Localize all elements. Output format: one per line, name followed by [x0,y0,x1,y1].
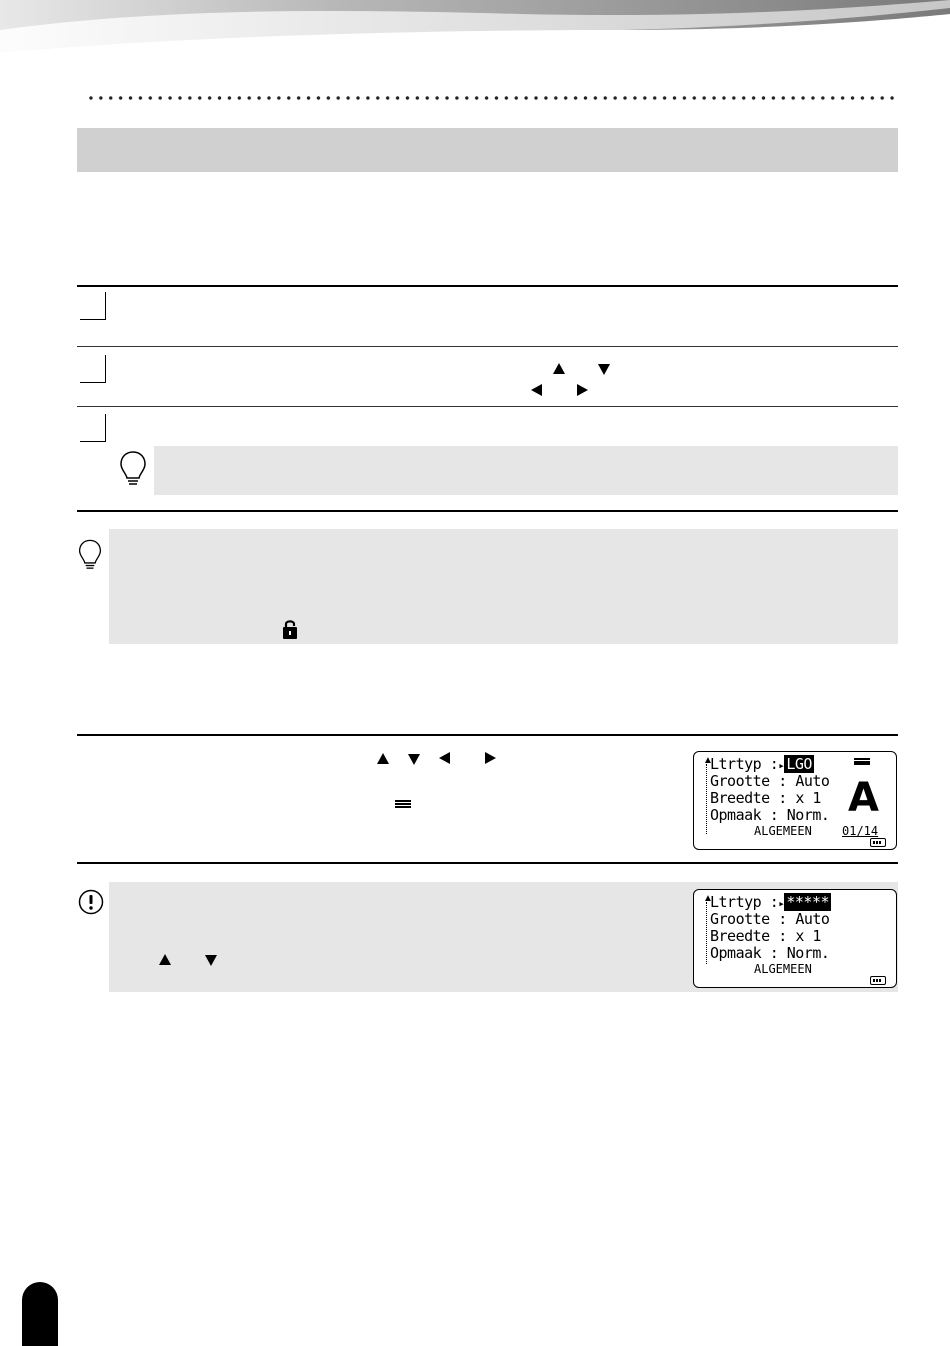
lcd-line-1: Ltrtyp :▸ LGO [710,755,812,773]
scroll-track [706,902,707,964]
page-side-tab [22,1282,58,1346]
step-marker-2 [80,355,106,383]
lcd-line-4: Opmaak : Norm. [710,806,830,824]
lcd-line-4: Opmaak : Norm. [710,944,830,962]
scroll-up-icon: ▲ [703,755,713,766]
tip-box-step-3 [154,446,898,495]
battery-icon [870,976,886,985]
banner-graphic [0,0,950,52]
steps-top-rule [77,285,898,287]
lcd-line-1: Ltrtyp :▸ ***** [710,893,830,911]
scroll-track [706,764,707,834]
lcd-line-2: Grootte : Auto [710,772,830,790]
lcd-screen-1 [693,751,897,850]
step-divider-2 [77,406,898,407]
lock-icon [282,618,298,645]
lcd-line-3: Breedte : x 1 [710,927,821,945]
arrow-left-icon [439,752,450,764]
step-marker-1 [80,292,106,320]
step-marker-3 [80,414,106,442]
lcd-footer-label: ALGEMEEN [754,824,812,838]
procedure-top-rule [77,734,898,736]
menu-lines-icon [395,800,411,808]
steps-bottom-rule [77,510,898,512]
lcd-footer-label: ALGEMEEN [754,962,812,976]
dotted-divider [86,95,898,101]
arrow-up-icon [553,363,565,374]
step-divider-1 [77,346,898,347]
arrow-left-icon [531,384,542,396]
battery-icon [870,838,886,847]
arrow-up-icon [377,753,389,764]
scroll-up-icon: ▲ [703,893,713,904]
arrow-right-icon [577,384,588,396]
exclamation-icon [78,889,104,920]
arrow-down-icon [598,364,610,375]
lcd-preview-char: A [848,775,879,821]
lightbulb-icon [118,450,148,495]
lightbulb-icon [77,538,103,579]
arrow-down-icon [408,754,420,765]
lcd-line-2: Grootte : Auto [710,910,830,928]
tip-box [109,529,898,644]
lcd-screen-2 [693,889,897,988]
arrow-down-icon [205,955,217,966]
arrow-up-icon [159,954,171,965]
section-header-bar [77,128,898,172]
page-header-banner [0,0,950,52]
lcd-page-counter: 01/14 [842,824,879,838]
lcd-line-3: Breedte : x 1 [710,789,821,807]
menu-lines-icon [854,758,870,765]
procedure-bottom-rule [77,862,898,864]
arrow-right-icon [485,752,496,764]
